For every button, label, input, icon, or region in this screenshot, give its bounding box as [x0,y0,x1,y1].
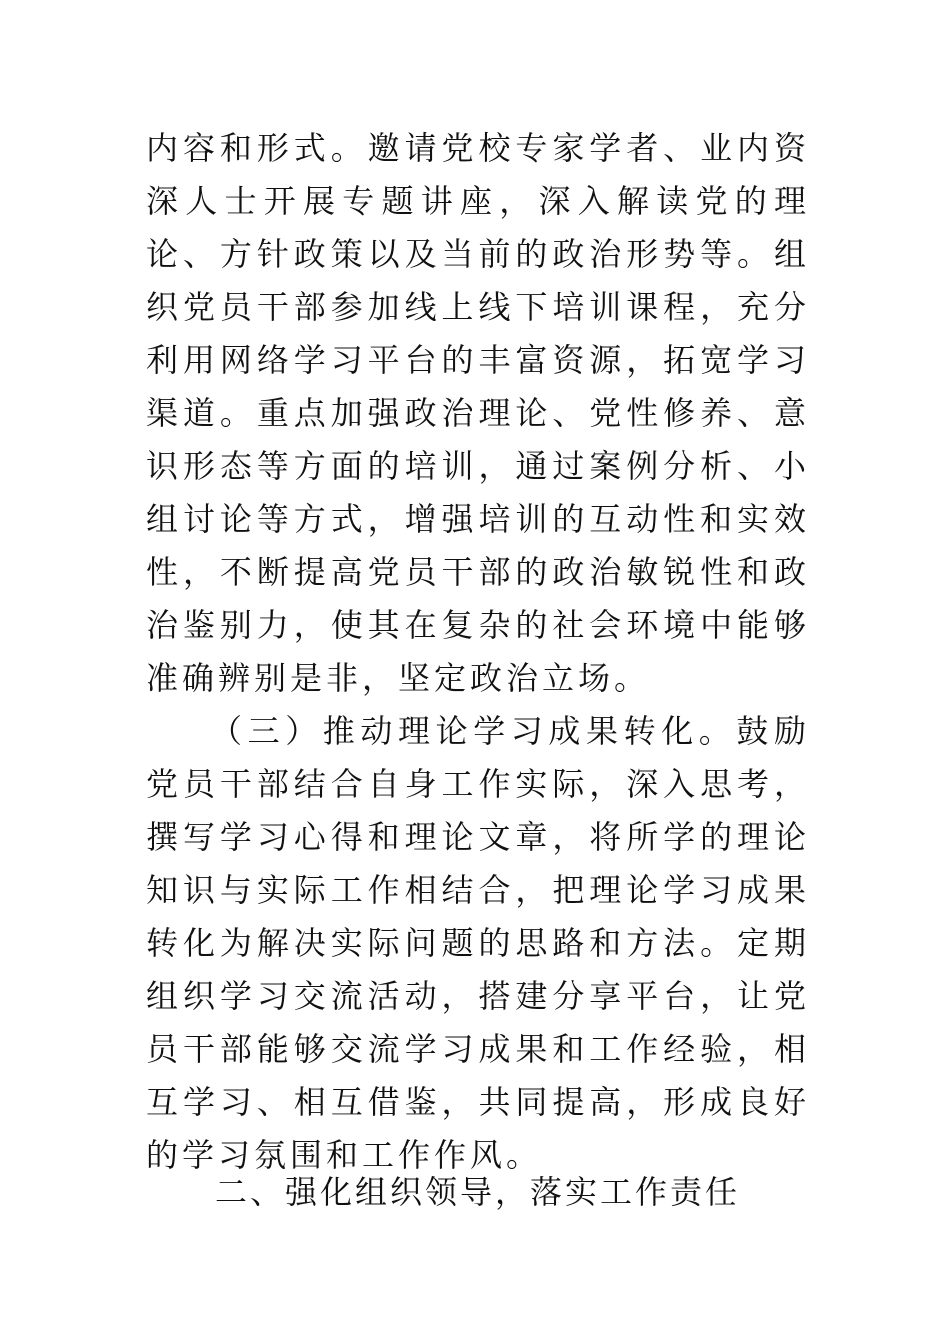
paragraph-2 [146,705,806,1182]
text-line: 的学习氛围和工作作风。 [146,1136,543,1174]
section-heading: 二、强化组织领导，落实工作责任 [215,1173,741,1211]
text-line: （三）推动理论学习成果转化。鼓励 [210,712,806,750]
text-line: 撰写学习心得和理论文章，将所学的理论 [146,818,806,856]
text-line: 党员干部结合自身工作实际，深入思考， [146,765,806,803]
text-line: 论、方针政策以及当前的政治形势等。组 [146,235,806,273]
text-line: 治鉴别力，使其在复杂的社会环境中能够 [146,606,806,644]
text-line: 深人士开展专题讲座，深入解读党的理 [146,182,806,220]
text-line: 利用网络学习平台的丰富资源，拓宽学习 [146,341,806,379]
text-line: 组讨论等方式，增强培训的互动性和实效 [146,500,806,538]
text-line: 转化为解决实际问题的思路和方法。定期 [146,924,806,962]
text-line: 织党员干部参加线上线下培训课程，充分 [146,288,806,326]
text-line: 互学习、相互借鉴，共同提高，形成良好 [146,1083,806,1121]
text-line: 识形态等方面的培训，通过案例分析、小 [146,447,806,485]
text-line: 内容和形式。邀请党校专家学者、业内资 [146,129,806,167]
text-line: 知识与实际工作相结合，把理论学习成果 [146,871,806,909]
text-line: 准确辨别是非，坚定政治立场。 [146,659,651,697]
body-text [146,122,806,1182]
text-line: 渠道。重点加强政治理论、党性修养、意 [146,394,806,432]
text-line: 组织学习交流活动，搭建分享平台，让党 [146,977,806,1015]
text-line: 性，不断提高党员干部的政治敏锐性和政 [146,553,806,591]
paragraph-1 [146,122,806,705]
text-line: 员干部能够交流学习成果和工作经验，相 [146,1030,806,1068]
